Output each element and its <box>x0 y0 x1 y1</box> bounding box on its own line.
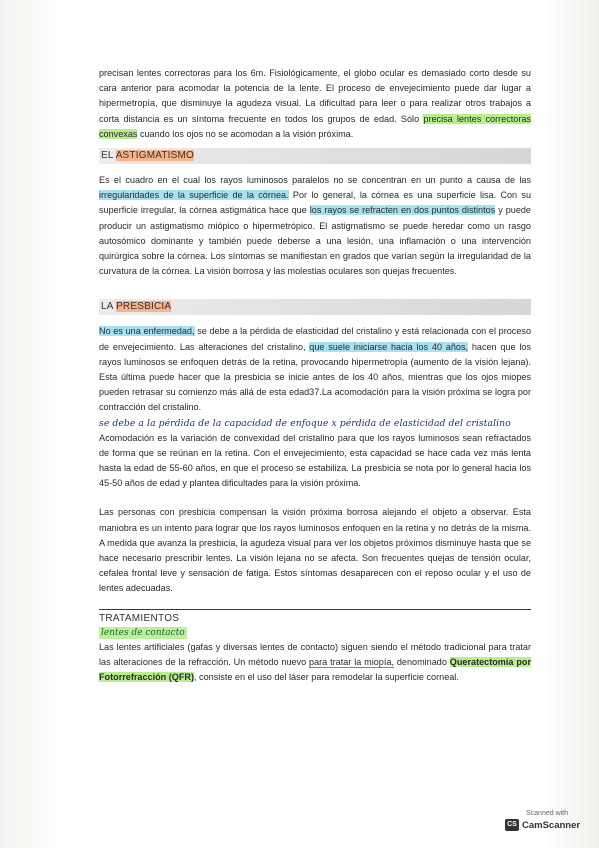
heading-prefix: LA <box>101 301 117 313</box>
text: Acomodación es la variación de convexidad del cristalino para que los rayos luminosos sean refractados de forma que se reúnan en la retina. Con el envejecimiento, esta capacidad se hace cada vez más lenta hasta la edad de 55-60 años, en que el proceso se estabiliza. La presbicia se nota por lo general hacia los 45-50 años de edad y plantea dificultades para la visión próxima. <box>99 432 531 489</box>
section-heading-presbicia <box>99 299 531 315</box>
text: se debe a la pérdida de elasticidad del cristalino y está relacionada con el proceso de envejecimiento. Las alteraciones del cristalino, <box>99 326 531 352</box>
highlight-blue: irregularidades de la superficie de la córnea. <box>99 190 289 201</box>
handwritten-note: se debe a la pérdida de la capacidad de enfoque x pérdida de elasticidad del cristalino <box>99 417 511 429</box>
intro-paragraph <box>99 66 531 142</box>
text: Es el cuadro en el cual los rayos luminosos paralelos no se concentran en un punto a causa de las <box>99 175 531 186</box>
text: cuando los ojos no se acomodan a la visión próxima. <box>137 128 354 139</box>
section-heading-tratamientos: TRATAMIENTOS <box>99 612 180 624</box>
presbicia-paragraph-3: Las personas con presbicia compensan la visión próxima borrosa alejando el objeto a observar. Esta maniobra es un intento para lograr que los rayos luminosos enfoquen en la retina y no detrás de la misma. A medida que avanza la presbicia, la agudeza visual para ver los objetos próximos disminuye hasta que se hace necesario prescribir lentes. La visión lejana no se afecta. Son frecuentes quejas de tensión ocular, cefalea frontal leve y sensación de fatiga. Estos síntomas desaparecen con el reposo ocular y el uso de lentes adecuadas. <box>99 507 531 594</box>
highlight-green: Queratectomía por Fotorrefracción (QFR) <box>99 657 531 683</box>
presbicia-paragraph-2 <box>99 431 531 492</box>
camscanner-badge <box>505 810 589 831</box>
highlight-blue: No es una enfermedad, <box>99 326 195 337</box>
camscanner-logo-icon: CS <box>505 819 519 831</box>
text: Las lentes artificiales (gafas y diversas lentes de contacto) siguen siendo el método tradicional para tratar las alteraciones de la refracción. Un método nuevo <box>99 641 531 668</box>
badge-name: CamScanner <box>522 819 581 831</box>
text: Por lo general, la córnea es una superficie lisa. Con su superficie irregular, la córnea astigmática hace que <box>99 190 532 216</box>
document-body <box>99 66 531 686</box>
text: hacen que los rayos luminosos se enfoquen detrás de la retina, provocando hipermetropía (aumento de la visión lejana). Esta última puede hacer que la presbicia se inicie antes de los 40 años, mientras que los ojos miopes pueden retrasar su comienzo más allá de esta edad37.La acomodación para la visión próxima se logra por contracción del cristalino. <box>99 341 531 413</box>
section-heading-astigmatismo <box>99 148 531 164</box>
heading-highlight: ASTIGMATISMO <box>115 150 195 162</box>
text: denominado <box>393 657 450 668</box>
text: y puede producir un astigmatismo miópico o hipermetrópico. El astigmatismo se puede heredar como un rasgo autosómico dominante y también puede deberse a una lesión, una inflamación o una intervención quirúrgica sobre la córnea. Los síntomas se manifiestan en grados que varían según la irregularidad de la curvatura de la córnea. La visión borrosa y las molestias oculares son quejas frecuentes. <box>99 205 531 277</box>
divider-line <box>99 609 531 610</box>
text: precisan lentes correctoras para los 6m. Fisiológicamente, el globo ocular es demasiado corto desde su cara anterior para acomodar la potencia de la lente. El proceso de envejecimiento puede dar lugar a hipermetropía, que disminuye la agudeza visual. La dificultad para leer o para realizar otros trabajos a corta distancia es un síntoma frecuente en todos los grupos de edad. Sólo <box>99 68 531 124</box>
heading-highlight: PRESBICIA <box>116 301 172 313</box>
underline-pink: para tratar la miopía, <box>309 657 394 668</box>
presbicia-paragraph-1 <box>99 324 531 415</box>
highlight-green: precisa lentes correctoras convexas <box>99 113 531 139</box>
heading-prefix: EL <box>101 150 116 162</box>
highlight-blue: que suele iniciarse hacia los 40 años, <box>309 341 469 352</box>
handwritten-note-green: lentes de contacto <box>101 627 185 638</box>
highlight-blue: los rayos se refracten en dos puntos distintos <box>309 205 496 216</box>
tratamientos-paragraph <box>99 640 531 686</box>
text: , consiste en el uso del láser para remodelar la superficie corneal. <box>193 672 459 683</box>
astigmatismo-paragraph <box>99 173 531 279</box>
badge-caption: Scanned with <box>525 810 569 817</box>
